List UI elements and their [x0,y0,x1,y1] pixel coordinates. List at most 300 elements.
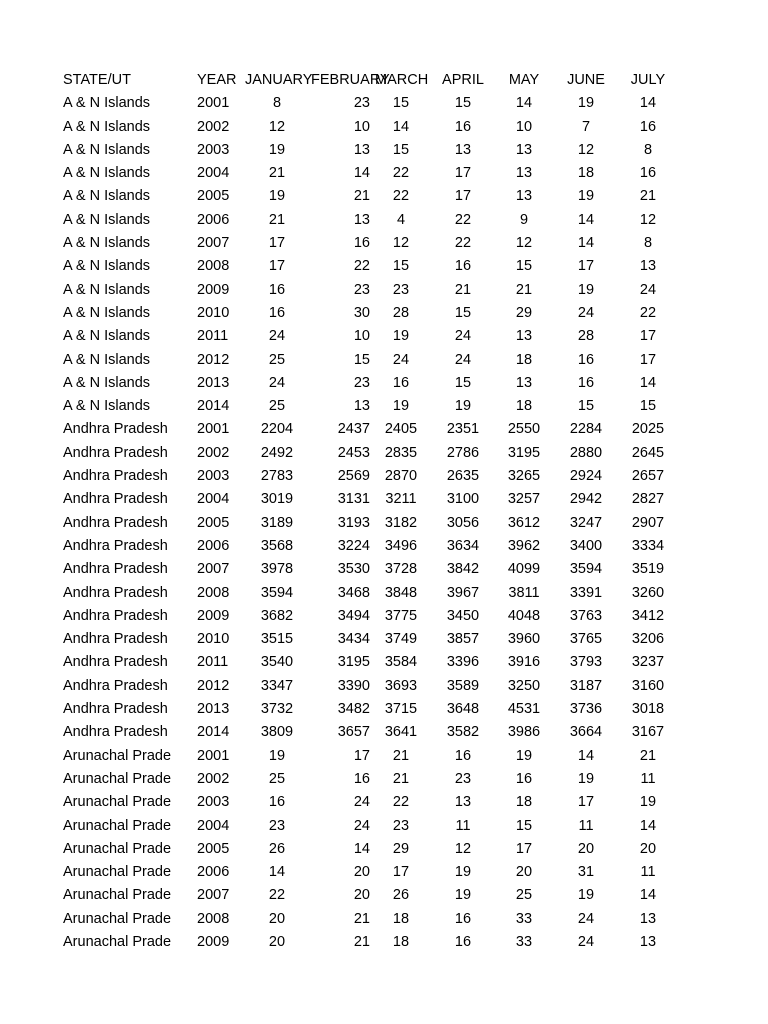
march-cell: 3775 [384,607,418,624]
may-cell: 10 [515,118,533,135]
march-cell: 2870 [384,468,418,485]
march-cell: 22 [392,794,410,811]
march-cell: 3182 [384,514,418,531]
march-cell: 3693 [384,677,418,694]
april-cell: 15 [454,374,472,391]
state-cell: A & N Islands [63,118,151,135]
april-cell: 3100 [446,491,480,508]
june-cell: 19 [577,281,595,298]
state-cell: Andhra Pradesh [63,561,168,578]
january-cell: 23 [268,817,286,834]
march-cell: 18 [392,933,410,950]
february-cell: 3482 [337,701,370,718]
july-cell: 11 [640,770,656,787]
year-cell: 2005 [197,188,230,205]
state-cell: A & N Islands [63,328,151,345]
state-cell: Andhra Pradesh [63,654,168,671]
february-cell: 10 [353,118,370,135]
year-cell: 2002 [197,444,230,461]
january-cell: 24 [268,328,286,345]
january-cell: 25 [268,398,286,415]
april-cell: 16 [454,933,472,950]
april-cell: 3857 [446,631,480,648]
march-cell: 23 [392,817,410,834]
july-cell: 17 [639,328,657,345]
year-cell: 2006 [197,864,230,881]
july-cell: 3160 [631,677,665,694]
june-cell: 31 [577,864,595,881]
year-cell: 2013 [197,701,230,718]
year-cell: 2001 [197,421,230,438]
state-cell: Andhra Pradesh [63,631,168,648]
year-cell: 2004 [197,165,230,182]
january-cell: 14 [268,864,286,881]
june-cell: 14 [577,211,595,228]
march-cell: 4 [396,211,406,228]
june-cell: 19 [577,887,595,904]
state-cell: Andhra Pradesh [63,491,168,508]
january-cell: 19 [268,141,286,158]
july-cell: 21 [639,747,657,764]
february-cell: 20 [353,864,370,881]
state-cell: Arunachal Prade [63,794,172,811]
may-cell: 17 [515,840,533,857]
march-cell: 18 [392,910,410,927]
may-cell: 3986 [507,724,541,741]
may-cell: 18 [515,794,533,811]
march-cell: 3641 [384,724,418,741]
april-cell: 16 [454,118,472,135]
year-cell: 2010 [197,631,230,648]
june-cell: 3793 [569,654,603,671]
january-cell: 16 [268,794,286,811]
march-cell: 3749 [384,631,418,648]
may-cell: 29 [515,304,533,321]
january-cell: 26 [268,840,286,857]
march-cell: 28 [392,304,410,321]
year-cell: 2005 [197,840,230,857]
april-cell: 16 [454,258,472,275]
state-cell: Arunachal Prade [63,770,172,787]
march-cell: 21 [392,770,410,787]
may-cell: 3265 [507,468,541,485]
january-cell: 3809 [260,724,294,741]
year-cell: 2008 [197,584,230,601]
june-cell: 3400 [569,537,603,554]
february-cell: 21 [353,933,370,950]
january-cell: 22 [268,887,286,904]
march-cell: 22 [392,188,410,205]
february-cell: 17 [353,747,370,764]
april-cell: 3582 [446,724,480,741]
july-cell: 2025 [631,421,665,438]
april-cell: 3450 [446,607,480,624]
july-cell: 16 [639,165,657,182]
february-cell: 2453 [337,444,370,461]
column-header-april: APRIL [442,72,484,88]
april-cell: 2351 [446,421,480,438]
may-cell: 9 [519,211,529,228]
column-header-march: MARCH [375,72,429,88]
may-cell: 13 [515,141,533,158]
year-cell: 2006 [197,211,230,228]
state-cell: Andhra Pradesh [63,584,168,601]
july-cell: 13 [639,910,657,927]
june-cell: 2942 [569,491,603,508]
may-cell: 15 [515,817,533,834]
year-cell: 2005 [197,514,230,531]
june-cell: 24 [577,304,595,321]
july-cell: 11 [640,864,656,881]
july-cell: 3260 [631,584,665,601]
may-cell: 3257 [507,491,541,508]
may-cell: 18 [515,351,533,368]
year-cell: 2009 [197,281,230,298]
june-cell: 7 [581,118,591,135]
year-cell: 2011 [197,654,229,671]
state-cell: Andhra Pradesh [63,607,168,624]
column-header-state-ut: STATE/UT [63,72,131,88]
state-cell: A & N Islands [63,95,151,112]
january-cell: 3019 [260,491,294,508]
january-cell: 3594 [260,584,294,601]
state-cell: A & N Islands [63,188,151,205]
february-cell: 3224 [337,537,370,554]
february-cell: 3530 [337,561,370,578]
state-cell: A & N Islands [63,258,151,275]
april-cell: 17 [454,165,472,182]
column-header-june: JUNE [567,72,605,88]
january-cell: 25 [268,351,286,368]
july-cell: 8 [643,235,653,252]
state-cell: A & N Islands [63,351,151,368]
january-cell: 21 [268,165,286,182]
state-cell: Arunachal Prade [63,817,172,834]
july-cell: 2657 [631,468,665,485]
july-cell: 14 [639,374,657,391]
june-cell: 3736 [569,701,603,718]
state-cell: Arunachal Prade [63,747,172,764]
june-cell: 24 [577,933,595,950]
june-cell: 24 [577,910,595,927]
march-cell: 19 [392,398,410,415]
april-cell: 23 [454,770,472,787]
february-cell: 3195 [337,654,370,671]
state-cell: A & N Islands [63,281,151,298]
june-cell: 3765 [569,631,603,648]
july-cell: 13 [639,258,657,275]
state-cell: Arunachal Prade [63,887,172,904]
february-cell: 14 [353,840,370,857]
january-cell: 16 [268,281,286,298]
february-cell: 10 [353,328,370,345]
february-cell: 16 [353,235,370,252]
year-cell: 2003 [197,141,230,158]
march-cell: 24 [392,351,410,368]
may-cell: 4048 [507,607,541,624]
july-cell: 14 [639,817,657,834]
february-cell: 21 [353,188,370,205]
march-cell: 3728 [384,561,418,578]
may-cell: 3811 [508,584,540,601]
april-cell: 15 [454,304,472,321]
february-cell: 21 [353,910,370,927]
february-cell: 22 [353,258,370,275]
june-cell: 16 [577,351,595,368]
january-cell: 19 [268,747,286,764]
march-cell: 17 [392,864,410,881]
year-cell: 2002 [197,770,230,787]
year-cell: 2001 [197,747,230,764]
june-cell: 3247 [569,514,603,531]
may-cell: 20 [515,864,533,881]
march-cell: 12 [392,235,410,252]
june-cell: 18 [577,165,595,182]
april-cell: 19 [454,887,472,904]
july-cell: 2827 [631,491,665,508]
state-cell: A & N Islands [63,165,151,182]
january-cell: 21 [268,211,286,228]
april-cell: 16 [454,910,472,927]
april-cell: 3967 [446,584,480,601]
april-cell: 21 [454,281,472,298]
may-cell: 33 [515,910,533,927]
june-cell: 12 [577,141,595,158]
year-cell: 2012 [197,677,230,694]
june-cell: 2924 [569,468,603,485]
state-cell: Arunachal Prade [63,840,172,857]
february-cell: 24 [353,817,370,834]
july-cell: 22 [639,304,657,321]
march-cell: 15 [392,95,410,112]
may-cell: 18 [515,398,533,415]
july-cell: 15 [639,398,657,415]
column-header-year: YEAR [197,72,237,88]
july-cell: 3206 [631,631,665,648]
year-cell: 2011 [197,328,229,345]
february-cell: 3390 [337,677,370,694]
april-cell: 24 [454,351,472,368]
june-cell: 14 [577,747,595,764]
may-cell: 2550 [507,421,541,438]
january-cell: 2783 [260,468,294,485]
may-cell: 3195 [507,444,541,461]
january-cell: 19 [268,188,286,205]
july-cell: 13 [639,933,657,950]
year-cell: 2003 [197,794,230,811]
march-cell: 3584 [384,654,418,671]
may-cell: 21 [515,281,533,298]
year-cell: 2013 [197,374,230,391]
state-cell: A & N Islands [63,304,151,321]
february-cell: 3468 [337,584,370,601]
may-cell: 19 [515,747,533,764]
june-cell: 3664 [569,724,603,741]
may-cell: 4099 [507,561,541,578]
july-cell: 2907 [631,514,665,531]
may-cell: 13 [515,374,533,391]
january-cell: 17 [268,258,286,275]
year-cell: 2002 [197,118,230,135]
january-cell: 3540 [260,654,294,671]
february-cell: 13 [353,398,370,415]
january-cell: 3515 [260,631,294,648]
june-cell: 3187 [569,677,603,694]
april-cell: 16 [454,747,472,764]
year-cell: 2007 [197,561,230,578]
year-cell: 2010 [197,304,230,321]
january-cell: 20 [268,933,286,950]
may-cell: 3612 [507,514,541,531]
february-cell: 3494 [337,607,370,624]
april-cell: 3396 [446,654,480,671]
state-cell: A & N Islands [63,141,151,158]
april-cell: 22 [454,211,472,228]
march-cell: 3211 [385,491,417,508]
state-cell: Andhra Pradesh [63,468,168,485]
june-cell: 16 [577,374,595,391]
july-cell: 3018 [631,701,665,718]
may-cell: 3960 [507,631,541,648]
may-cell: 3916 [507,654,541,671]
year-cell: 2007 [197,887,230,904]
state-cell: Andhra Pradesh [63,444,168,461]
april-cell: 11 [455,817,471,834]
july-cell: 24 [639,281,657,298]
june-cell: 3594 [569,561,603,578]
july-cell: 20 [639,840,657,857]
state-cell: Arunachal Prade [63,933,172,950]
february-cell: 20 [353,887,370,904]
july-cell: 21 [639,188,657,205]
april-cell: 3056 [446,514,480,531]
march-cell: 3496 [384,537,418,554]
june-cell: 15 [577,398,595,415]
january-cell: 2492 [260,444,294,461]
january-cell: 17 [268,235,286,252]
year-cell: 2003 [197,468,230,485]
april-cell: 3589 [446,677,480,694]
january-cell: 25 [268,770,286,787]
january-cell: 3189 [260,514,294,531]
july-cell: 3412 [631,607,665,624]
july-cell: 3167 [631,724,665,741]
july-cell: 8 [643,141,653,158]
april-cell: 2786 [446,444,480,461]
july-cell: 3519 [631,561,665,578]
year-cell: 2014 [197,724,230,741]
july-cell: 12 [639,211,657,228]
february-cell: 3131 [337,491,370,508]
july-cell: 16 [639,118,657,135]
year-cell: 2009 [197,933,230,950]
may-cell: 16 [515,770,533,787]
may-cell: 14 [515,95,533,112]
march-cell: 26 [392,887,410,904]
february-cell: 16 [353,770,370,787]
march-cell: 21 [392,747,410,764]
february-cell: 23 [353,374,370,391]
june-cell: 3391 [569,584,603,601]
january-cell: 20 [268,910,286,927]
february-cell: 2569 [337,468,370,485]
april-cell: 3634 [446,537,480,554]
state-cell: Andhra Pradesh [63,537,168,554]
july-cell: 3334 [631,537,665,554]
april-cell: 17 [454,188,472,205]
june-cell: 20 [577,840,595,857]
june-cell: 14 [577,235,595,252]
march-cell: 22 [392,165,410,182]
june-cell: 19 [577,95,595,112]
february-cell: 24 [353,794,370,811]
year-cell: 2014 [197,398,230,415]
february-cell: 14 [353,165,370,182]
april-cell: 3842 [446,561,480,578]
january-cell: 3347 [260,677,294,694]
state-cell: Arunachal Prade [63,910,172,927]
march-cell: 15 [392,258,410,275]
may-cell: 33 [515,933,533,950]
june-cell: 3763 [569,607,603,624]
february-cell: 23 [353,281,370,298]
january-cell: 24 [268,374,286,391]
july-cell: 19 [639,794,657,811]
july-cell: 14 [639,95,657,112]
july-cell: 17 [639,351,657,368]
state-cell: Andhra Pradesh [63,677,168,694]
june-cell: 2284 [569,421,603,438]
january-cell: 3978 [260,561,294,578]
february-cell: 3193 [337,514,370,531]
june-cell: 17 [577,794,595,811]
january-cell: 3682 [260,607,294,624]
june-cell: 19 [577,770,595,787]
year-cell: 2009 [197,607,230,624]
may-cell: 13 [515,328,533,345]
state-cell: A & N Islands [63,235,151,252]
column-header-january: JANUARY [245,72,313,88]
january-cell: 3568 [260,537,294,554]
column-header-july: JULY [630,72,666,88]
march-cell: 3848 [384,584,418,601]
june-cell: 17 [577,258,595,275]
january-cell: 16 [268,304,286,321]
march-cell: 23 [392,281,410,298]
march-cell: 2405 [384,421,418,438]
may-cell: 15 [515,258,533,275]
may-cell: 13 [515,165,533,182]
march-cell: 2835 [384,444,418,461]
march-cell: 16 [392,374,410,391]
march-cell: 3715 [384,701,418,718]
column-header-february: FEBRUARY [311,72,390,88]
march-cell: 19 [392,328,410,345]
may-cell: 25 [515,887,533,904]
february-cell: 3434 [337,631,370,648]
june-cell: 2880 [569,444,603,461]
may-cell: 12 [515,235,533,252]
year-cell: 2004 [197,491,230,508]
column-header-may: MAY [508,72,540,88]
january-cell: 3732 [260,701,294,718]
april-cell: 3648 [446,701,480,718]
january-cell: 2204 [260,421,294,438]
july-cell: 2645 [631,444,665,461]
june-cell: 28 [577,328,595,345]
state-cell: A & N Islands [63,374,151,391]
april-cell: 19 [454,864,472,881]
